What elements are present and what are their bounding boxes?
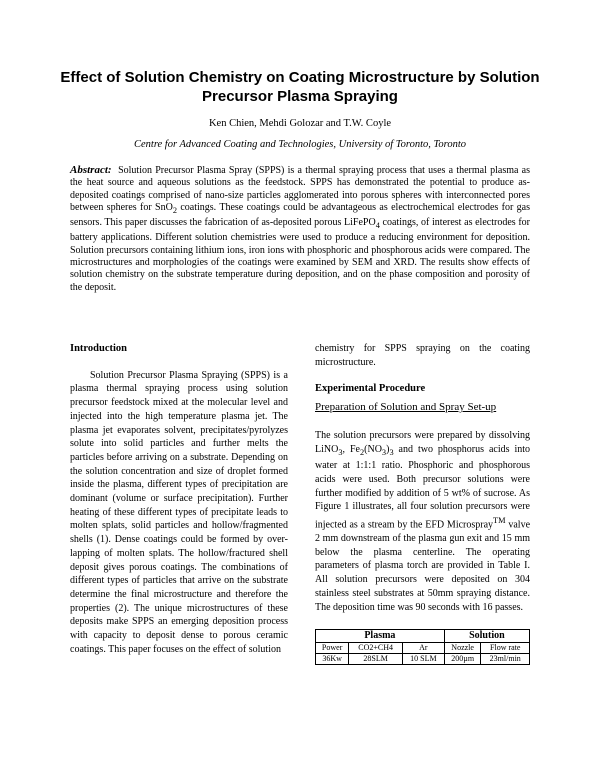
table-header-cell: Ar: [402, 643, 444, 654]
abstract-sub-1: 2: [172, 205, 177, 215]
table-header-cell: Power: [316, 643, 349, 654]
abstract-colon: :: [107, 164, 112, 176]
table-group-solution: Solution: [444, 630, 529, 643]
abstract: [70, 164, 530, 294]
exp-text-1: The solution precursors were prepared by dissolving LiNO: [315, 429, 530, 455]
abstract-sub-2: 4: [375, 221, 380, 231]
right-column: [315, 342, 530, 665]
experimental-subheading: Preparation of Solution and Spray Set-up: [315, 401, 497, 414]
abstract-text-3: coatings, of interest as electrodes for battery applications. Different solution chemistries were used to produce a reducing environment for deposition. Solution precursors containing lithium ions, iron ions with phosphoric and phosphorous acids were compared. The microstructures and morphologies of the coatings were examined by SEM and XRD. The results show effects of solution chemistry on the substrate temperature during deposition, and on the phase composition and porosity of the deposit.: [70, 217, 530, 293]
table-cell: 28SLM: [349, 654, 403, 665]
experimental-heading: Experimental Procedure: [315, 383, 426, 395]
authors: Ken Chien, Mehdi Golozar and T.W. Coyle: [208, 118, 392, 129]
exp-text-6: valve 2 mm downstream of the plasma gun exit and 15 mm below the plasma centerline. The operating parameters of plasma torch are provided in Table I. All solution precursors were deposited on 304 stainless steel substrates at 50mm spraying distance. The deposition time was 90 seconds with 16 passes.: [315, 519, 531, 613]
exp-sub-1: 3: [338, 447, 343, 457]
exp-text-4: ): [386, 443, 390, 455]
exp-text-5: and two phosphorus acids into water at 1:1:1 ratio. Phosphoric and phosphorous acids were used. Both precursor solutions were further modified by addition of 5 wt% of sucrose. As Figure 1 illustrates, all four solution precursors were injected as a stream by the EFD Microspray: [315, 443, 531, 531]
table-header-cell: CO2+CH4: [349, 643, 403, 654]
table-cell: 23ml/min: [481, 654, 530, 665]
table-cell: 36Kw: [316, 654, 349, 665]
table-header-row: [316, 643, 530, 654]
introduction-body: Solution Precursor Plasma Spraying (SPPS) is a plasma thermal spraying process using solution precursor feedstock mixed at the molecular level and injected into the high temperature plasma jet. The plasma jet evaporates solvent, precipitates/pyrolyzes solute into solid particles and further melts the particles before arriving on a substrate. Depending on the solution concentration and size of droplet formed inside the plasma, different types of precipitation are dominant (volume or surface precipitation). Further heating of these different types of precipitate leads to molten splats, solid particles and hollow/fragmented shells (1). Dense coatings could be formed by over-lapping of molten splats. The hollow/fractured shell deposit gives porous coatings. The combinations of different types of particles that arrive on the substrate determine the final microstructure and therefore the properties (2). The unique microstructures of these deposits make SPPS an emerging deposition process with capacity to deposit dense to porous ceramic coatings. This paper focuses on the effect of solution: [70, 369, 288, 655]
abstract-text-1: Solution Precursor Plasma Spray (SPPS) is a thermal spraying process that uses a thermal plasma as the heat source and aqueous solutions as the feedstock. SPPS has demonstrated the potential to produce as-deposited coatings comprised of nano-size particles agglomerated into porous spheres with interconnected pores between spheres for SnO: [70, 165, 531, 213]
exp-sub-3: 3: [381, 447, 387, 457]
left-column: [70, 342, 288, 656]
introduction-continuation: chemistry for SPPS spraying on the coating microstructure.: [315, 343, 530, 368]
abstract-label: Abstract: [70, 164, 108, 176]
exp-text-2: , Fe: [342, 443, 360, 455]
exp-sub-2: 2: [359, 447, 365, 457]
paper-title: Effect of Solution Chemistry on Coating Microstructure by Solution Precursor Plasma Spraying: [60, 69, 540, 105]
exp-sub-4: 3: [389, 447, 394, 457]
exp-trademark: TM: [493, 516, 506, 526]
table-cell: 200µm: [444, 654, 481, 665]
table-header-cell: Nozzle: [444, 643, 481, 654]
table-row: [316, 654, 530, 665]
experimental-body: [315, 429, 530, 614]
table-cell: 10 SLM: [402, 654, 444, 665]
table-group-row: [316, 630, 530, 643]
table-header-cell: Flow rate: [481, 643, 530, 654]
abstract-text-2: coatings. These coatings could be advantageous as electrochemical electrodes for gas sensors. This paper discusses the fabrication of as-deposited porous LiFePO: [70, 201, 530, 229]
introduction-heading: Introduction: [70, 343, 127, 354]
affiliation: Centre for Advanced Coating and Technologies, University of Toronto, Toronto: [133, 139, 467, 150]
table-group-plasma: Plasma: [316, 630, 445, 643]
exp-text-3: (NO: [364, 443, 382, 455]
parameters-table: [315, 629, 530, 665]
